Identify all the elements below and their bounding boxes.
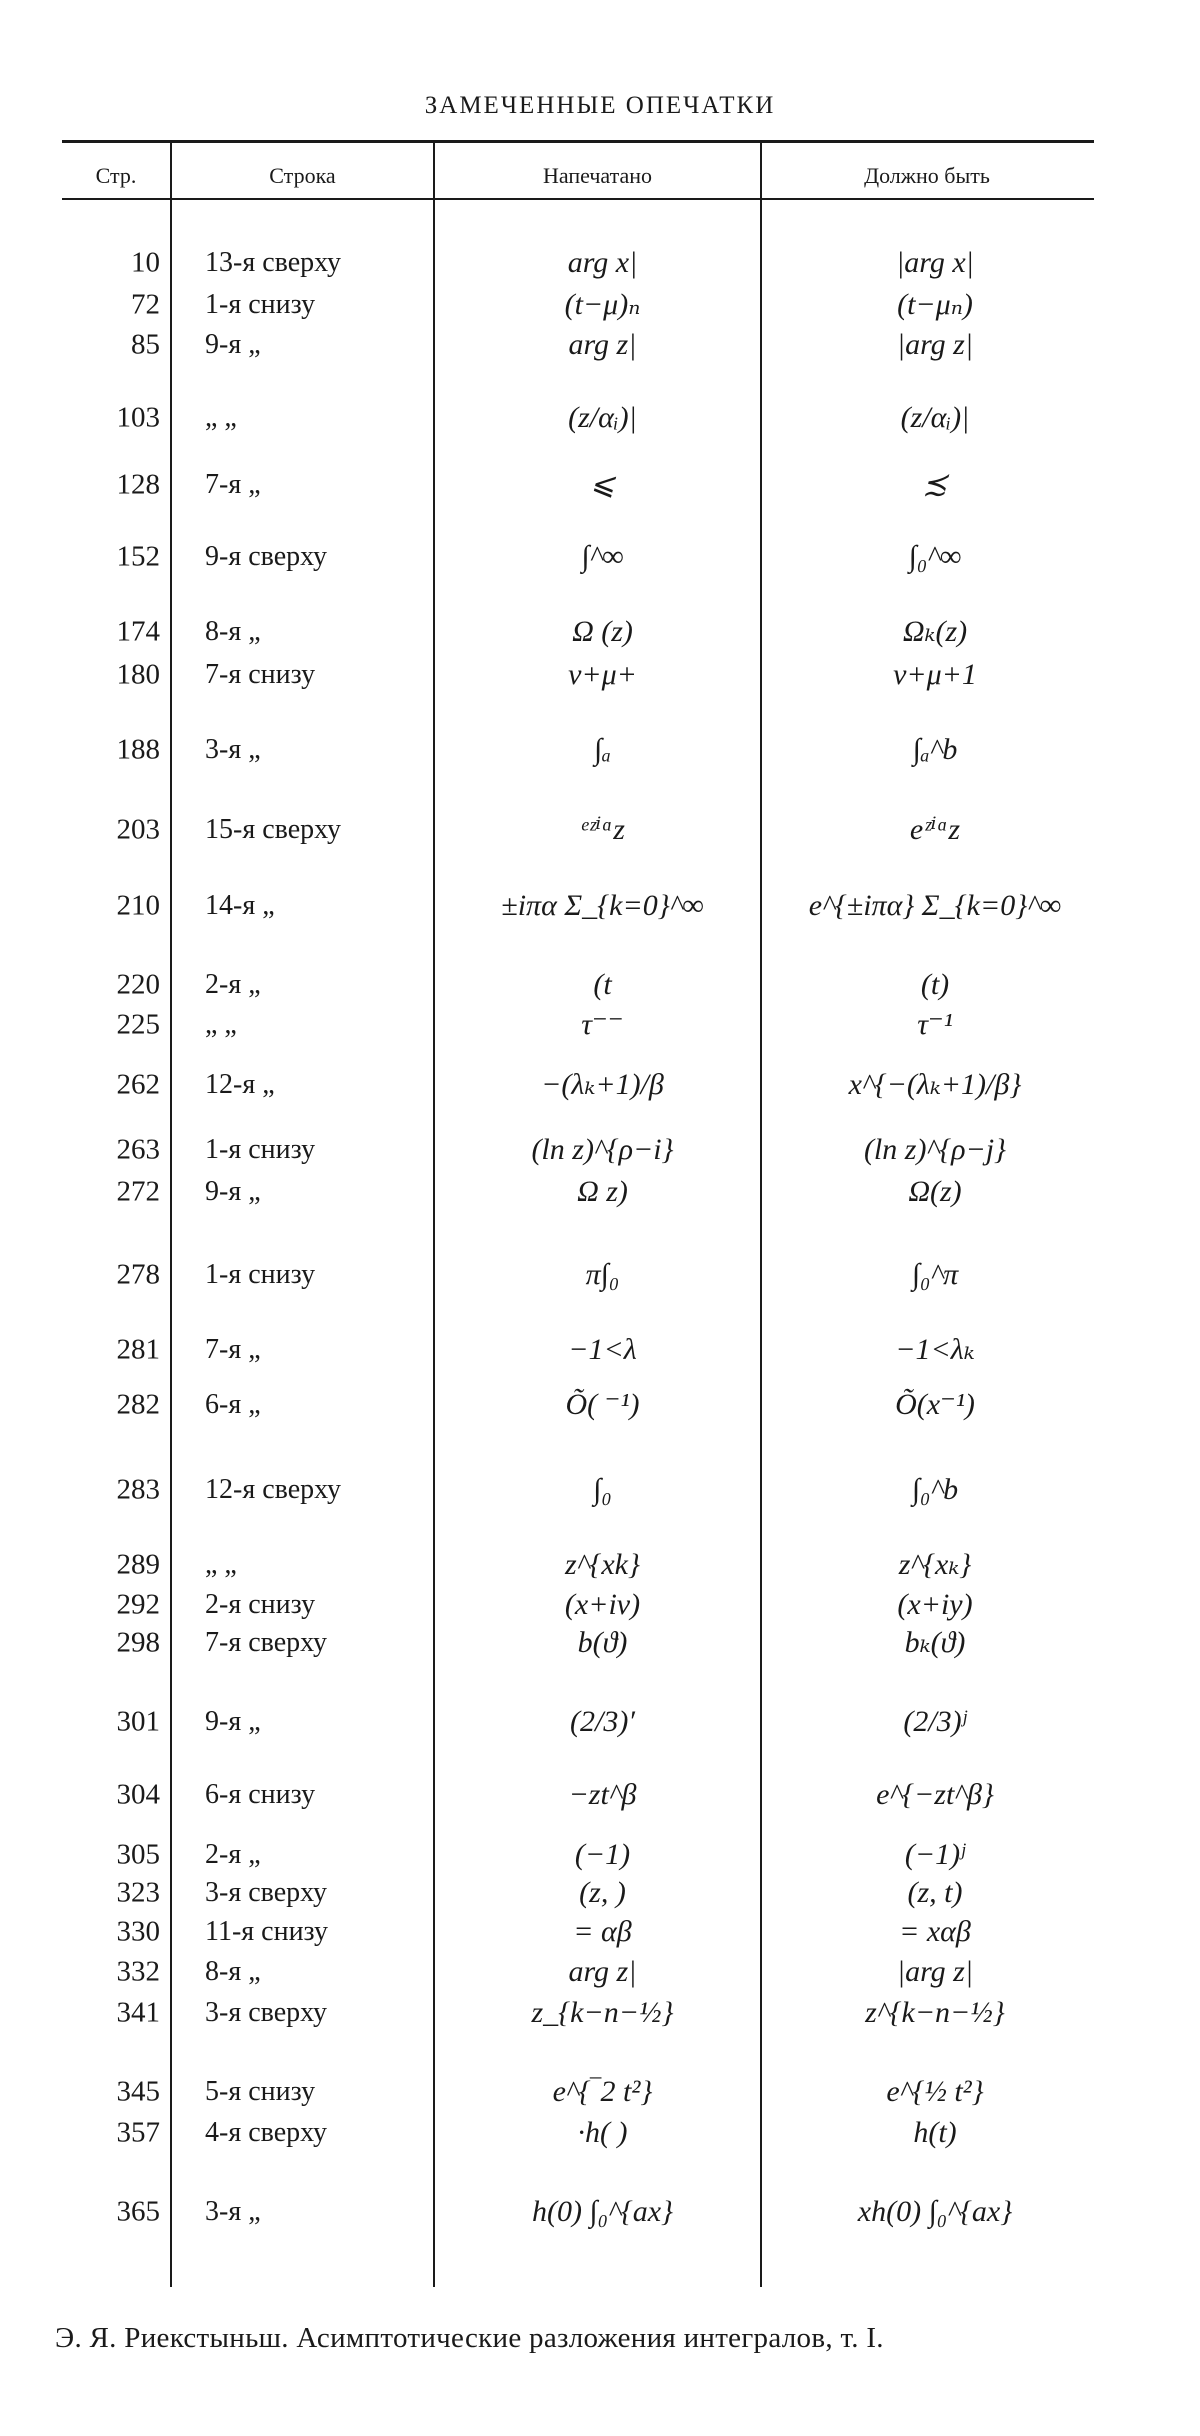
row-line-reference: 11-я снизу	[205, 1916, 329, 1947]
row-page-number: 323	[116, 1876, 160, 1909]
row-correct-formula: (t)	[920, 968, 950, 1001]
row-printed-formula: ∫^∞	[581, 540, 624, 573]
footer-citation: Э. Я. Риекстыньш. Асимптотические разложения интегралов, т. I.	[55, 2322, 884, 2354]
row-correct-formula: Ω(z)	[908, 1175, 962, 1208]
row-page-number: 272	[116, 1175, 160, 1208]
row-correct-formula: z^{xₖ}	[898, 1548, 972, 1581]
row-line-reference: 3-я „	[205, 734, 261, 765]
row-correct-formula: e^{±iπα} Σ_{k=0}^∞	[808, 889, 1062, 922]
row-page-number: 330	[116, 1915, 160, 1948]
row-printed-formula: arg z|	[568, 1955, 637, 1988]
row-printed-formula: (z/αᵢ)|	[568, 401, 637, 434]
row-printed-formula: Ω (z)	[572, 615, 633, 648]
row-line-reference: 8-я „	[205, 1956, 261, 1987]
row-printed-formula: Ω z)	[577, 1175, 628, 1208]
row-page-number: 225	[116, 1008, 160, 1041]
row-line-reference: 7-я снизу	[205, 659, 316, 690]
row-printed-formula: ᵉᶻⁱᵅz	[580, 813, 625, 846]
page-title: ЗАМЕЧЕННЫЕ ОПЕЧАТКИ	[424, 92, 776, 119]
row-printed-formula: (ln z)^{ρ−i}	[531, 1133, 674, 1166]
column-header-page: Стр.	[95, 163, 137, 188]
row-printed-formula: π∫₀	[585, 1258, 620, 1291]
row-printed-formula: (z, )	[579, 1876, 626, 1909]
row-line-reference: 2-я снизу	[205, 1589, 316, 1620]
row-page-number: 305	[116, 1838, 160, 1871]
row-correct-formula: τ⁻¹	[917, 1008, 953, 1041]
row-correct-formula: (z/αᵢ)|	[900, 401, 970, 434]
row-page-number: 301	[116, 1705, 160, 1738]
row-page-number: 282	[116, 1388, 160, 1421]
row-line-reference: 9-я „	[205, 329, 261, 360]
row-correct-formula: ∫₀^∞	[908, 540, 962, 573]
row-printed-formula: ⩽	[589, 468, 616, 501]
row-printed-formula: (x+iv)	[564, 1588, 641, 1621]
row-line-reference: 7-я „	[205, 469, 261, 500]
row-line-reference: 2-я „	[205, 1839, 261, 1870]
row-printed-formula: b(ϑ)	[577, 1626, 628, 1659]
row-printed-formula: h(0) ∫₀^{ax}	[531, 2195, 674, 2228]
row-printed-formula: = αβ	[573, 1915, 632, 1948]
row-page-number: 292	[116, 1588, 160, 1621]
row-page-number: 298	[116, 1626, 160, 1659]
row-correct-formula: |arg z|	[896, 328, 974, 361]
row-page-number: 289	[116, 1548, 160, 1581]
row-line-reference: 6-я „	[205, 1389, 261, 1420]
row-page-number: 220	[116, 968, 160, 1001]
row-line-reference: 1-я снизу	[205, 289, 316, 320]
row-printed-formula: arg z|	[568, 328, 637, 361]
row-correct-formula: ≾	[922, 468, 948, 501]
row-page-number: 283	[116, 1473, 160, 1506]
row-page-number: 263	[116, 1133, 160, 1166]
row-correct-formula: e^{−zt^β}	[876, 1778, 994, 1811]
row-correct-formula: h(t)	[913, 2116, 957, 2149]
row-page-number: 365	[116, 2195, 160, 2228]
row-correct-formula: (t−μₙ)	[897, 288, 973, 321]
row-page-number: 203	[116, 813, 160, 846]
row-correct-formula: ν+μ+1	[893, 658, 977, 691]
row-page-number: 10	[131, 246, 160, 279]
row-printed-formula: (−1)	[574, 1838, 631, 1871]
row-correct-formula: x^{−(λₖ+1)/β}	[848, 1068, 1022, 1101]
row-page-number: 188	[116, 733, 160, 766]
row-page-number: 332	[116, 1955, 160, 1988]
row-page-number: 210	[116, 889, 160, 922]
row-line-reference: 15-я сверху	[205, 814, 342, 845]
row-correct-formula: = xαβ	[899, 1915, 971, 1948]
row-correct-formula: |arg x|	[896, 246, 974, 279]
row-line-reference: 13-я сверху	[205, 247, 342, 278]
row-printed-formula: (t−μ)ₙ	[564, 288, 641, 321]
row-printed-formula: ±iπα Σ_{k=0}^∞	[501, 889, 704, 922]
row-line-reference: „ „	[205, 402, 237, 433]
row-correct-formula: ∫₀^π	[911, 1258, 959, 1291]
row-correct-formula: z^{k−n−½}	[865, 1996, 1005, 2029]
row-page-number: 152	[116, 540, 160, 573]
row-line-reference: 1-я снизу	[205, 1259, 316, 1290]
row-line-reference: 3-я сверху	[205, 1997, 328, 2028]
row-page-number: 281	[116, 1333, 160, 1366]
row-correct-formula: bₖ(ϑ)	[904, 1626, 966, 1659]
row-line-reference: 7-я „	[205, 1334, 261, 1365]
row-line-reference: 3-я „	[205, 2196, 261, 2227]
row-correct-formula: e^{½ t²}	[886, 2075, 984, 2108]
row-page-number: 180	[116, 658, 160, 691]
row-printed-formula: (2/3)′	[570, 1705, 635, 1738]
row-line-reference: 14-я „	[205, 890, 275, 921]
column-header-correct: Должно быть	[864, 163, 990, 188]
row-line-reference: 3-я сверху	[205, 1877, 328, 1908]
row-correct-formula: ∫₀^b	[911, 1473, 959, 1506]
row-printed-formula: e^{‾2 t²}	[552, 2075, 653, 2108]
row-page-number: 262	[116, 1068, 160, 1101]
row-printed-formula: z_{k−n−½}	[531, 1996, 674, 2029]
row-line-reference: „ „	[205, 1549, 237, 1580]
row-line-reference: 1-я снизу	[205, 1134, 316, 1165]
column-header-line: Строка	[269, 163, 336, 188]
row-printed-formula: Õ( ⁻¹)	[565, 1388, 640, 1421]
row-line-reference: 2-я „	[205, 969, 261, 1000]
row-page-number: 103	[116, 401, 160, 434]
row-printed-formula: ·h( )	[577, 2116, 628, 2149]
row-line-reference: 4-я сверху	[205, 2117, 328, 2148]
row-page-number: 278	[116, 1258, 160, 1291]
row-correct-formula: Õ(x⁻¹)	[895, 1388, 975, 1421]
row-printed-formula: −1<λ	[568, 1333, 637, 1366]
row-page-number: 345	[116, 2075, 160, 2108]
row-page-number: 174	[116, 615, 160, 648]
row-printed-formula: −zt^β	[568, 1778, 637, 1811]
row-line-reference: 12-я сверху	[205, 1474, 342, 1505]
row-printed-formula: ∫₀	[593, 1473, 612, 1506]
row-correct-formula: eᶻⁱᵅz	[909, 813, 961, 846]
row-line-reference: 9-я сверху	[205, 541, 328, 572]
row-page-number: 128	[116, 468, 160, 501]
row-correct-formula: (z, t)	[907, 1876, 963, 1909]
row-printed-formula: ν+μ+	[568, 658, 637, 691]
row-line-reference: 8-я „	[205, 616, 261, 647]
row-correct-formula: (−1)ʲ	[904, 1838, 966, 1871]
row-correct-formula: (ln z)^{ρ−j}	[863, 1133, 1007, 1166]
row-printed-formula: z^{xk}	[565, 1548, 640, 1581]
row-correct-formula: xh(0) ∫₀^{ax}	[857, 2195, 1013, 2228]
column-header-printed: Напечатано	[542, 163, 653, 188]
row-correct-formula: (2/3)ʲ	[903, 1705, 967, 1738]
row-page-number: 72	[131, 288, 160, 321]
row-printed-formula: ∫ₐ	[594, 733, 611, 766]
row-page-number: 304	[116, 1778, 160, 1811]
row-line-reference: 5-я снизу	[205, 2076, 316, 2107]
row-line-reference: 9-я „	[205, 1706, 261, 1737]
row-correct-formula: −1<λₖ	[895, 1333, 975, 1366]
row-correct-formula: Ωₖ(z)	[902, 615, 968, 648]
row-page-number: 341	[116, 1996, 160, 2029]
row-printed-formula: arg x|	[567, 246, 638, 279]
row-page-number: 357	[116, 2116, 160, 2149]
row-page-number: 85	[131, 328, 160, 361]
row-printed-formula: −(λₖ+1)/β	[541, 1068, 664, 1101]
row-line-reference: 12-я „	[205, 1069, 275, 1100]
row-correct-formula: (x+iy)	[897, 1588, 973, 1621]
row-printed-formula: (t	[593, 968, 612, 1001]
row-line-reference: 7-я сверху	[205, 1627, 328, 1658]
row-printed-formula: τ⁻⁻	[581, 1008, 624, 1041]
row-correct-formula: |arg z|	[896, 1955, 974, 1988]
row-line-reference: „ „	[205, 1009, 237, 1040]
row-line-reference: 9-я „	[205, 1176, 261, 1207]
row-line-reference: 6-я снизу	[205, 1779, 316, 1810]
row-correct-formula: ∫ₐ^b	[912, 733, 958, 766]
